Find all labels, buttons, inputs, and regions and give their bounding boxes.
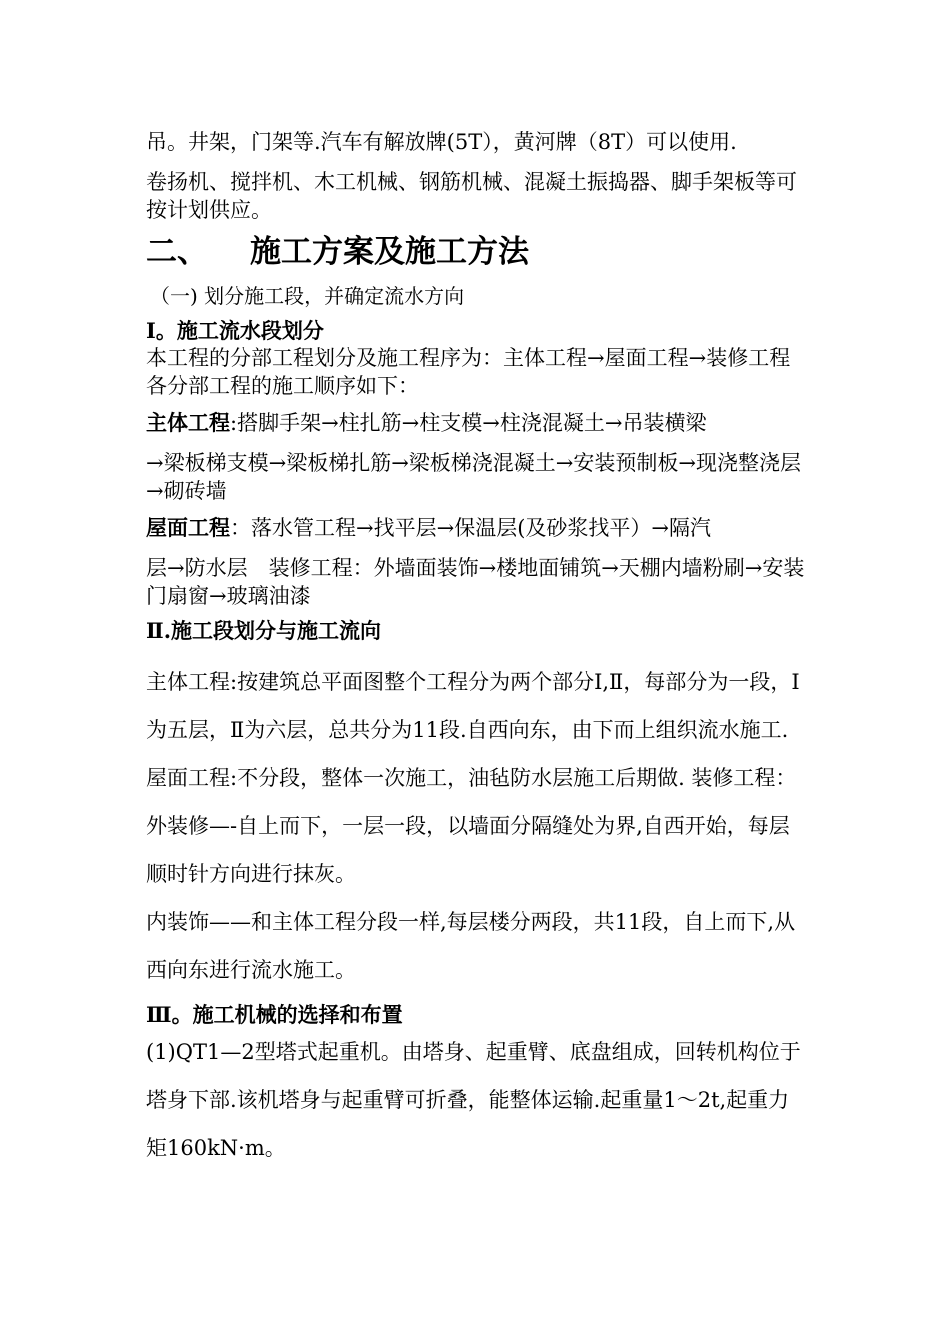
section-heading (146, 232, 810, 272)
heading-machinery: Ⅲ。施工机械的选择和布置 (146, 1002, 403, 1027)
heading-flow-division: Ⅰ。施工流水段划分 (146, 318, 324, 343)
heading-section-division: Ⅱ.施工段划分与施工流向 (146, 618, 382, 643)
label-main-works: 主体工程 (146, 410, 230, 435)
paragraph-interior-decoration: 内装饰——和主体工程分段一样,每层楼分两段，共11段，自上而下,从西向东进行流水施工。 (146, 910, 796, 982)
paragraph-equipment-line1: 吊。井架，门架等.汽车有解放牌(5T），黄河牌（8T）可以使用. (146, 130, 737, 154)
paragraph-sequence: 本工程的分部工程划分及施工程序为：主体工程→屋面工程→装修工程 各分部工程的施工顺序如下： (146, 346, 812, 398)
paragraph-main-works-line2: →梁板梯支模→梁板梯扎筋→梁板梯浇混凝土→安装预制板→现浇整浇层→砌砖墙 (146, 451, 801, 503)
paragraph-roof-works-line1 (146, 514, 810, 542)
paragraph-roof-works-line2: 层→防水层 装修工程：外墙面装饰→楼地面铺筑→天棚内墙粉刷→安装门扇窗→玻璃油漆 (146, 556, 805, 608)
paragraph-equipment-line2: 卷扬机、搅拌机、木工机械、钢筋机械、混凝土振捣器、脚手架板等可按计划供应。 (146, 170, 797, 222)
section-number: 二、 (146, 234, 208, 270)
label-roof-works: 屋面工程 (146, 515, 230, 540)
document-body (146, 128, 810, 1172)
paragraph-main-works-line1 (146, 409, 810, 437)
paragraph-division-details: 主体工程:按建筑总平面图整个工程分为两个部分Ⅰ,Ⅱ，每部分为一段，Ⅰ为五层，Ⅱ为六层，总共分为11段.自西向东，由下而上组织流水施工. 屋面工程:不分段，整体一次施工，油毡防水层施工后期做. 装修工程：外装修—-自上而下，一层一段，以墙面分隔缝处为界,自西开始，每层顺时针方向进行抹灰。 (146, 670, 800, 886)
paragraph-tower-crane: (1)QT1—2型塔式起重机。由塔身、起重臂、底盘组成，回转机构位于塔身下部.该机塔身与起重臂可折叠，能整体运输.起重量1～2t,起重力矩160kN·m。 (146, 1040, 801, 1160)
text-roof-works-line1: ：落水管工程→找平层→保温层(及砂浆找平）→隔汽 (230, 516, 711, 540)
section-title: 施工方案及施工方法 (250, 234, 529, 270)
text-main-works-line1: :搭脚手架→柱扎筋→柱支模→柱浇混凝土→吊装横梁 (230, 411, 707, 435)
subsection-heading: （一) 划分施工段，并确定流水方向 (150, 284, 465, 308)
